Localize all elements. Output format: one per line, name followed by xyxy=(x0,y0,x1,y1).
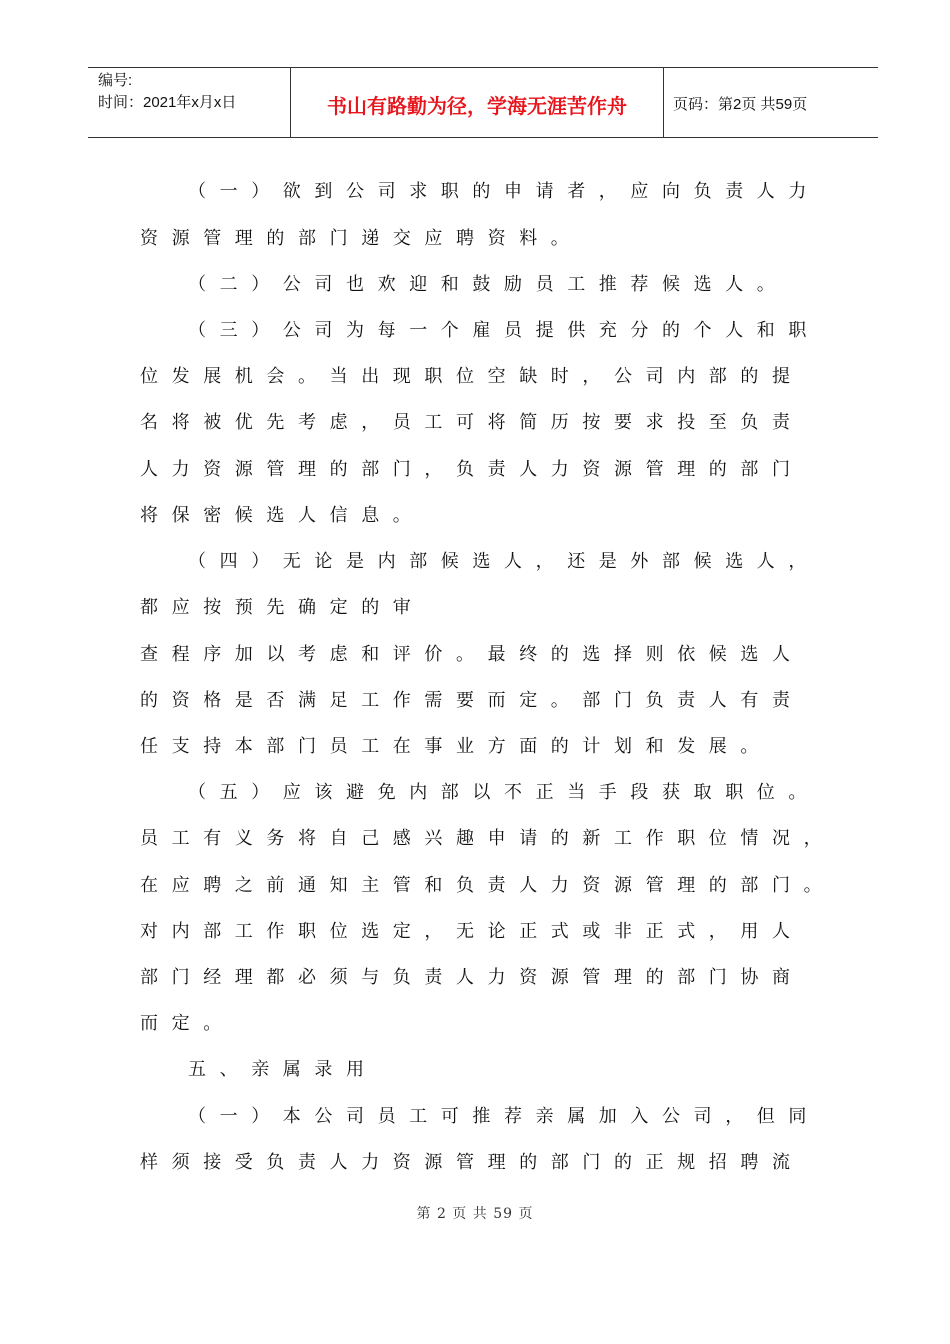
header-divider xyxy=(663,68,664,137)
body-line: 员工有义务将自己感兴趣申请的新工作职位情况， xyxy=(140,828,836,849)
body-line: 位发展机会。当出现职位空缺时，公司内部的提 xyxy=(140,366,804,387)
body-line: 人力资源管理的部门，负责人力资源管理的部门 xyxy=(140,459,804,480)
body-line: 在应聘之前通知主管和负责人力资源管理的部门。 xyxy=(140,875,836,896)
header-motto: 书山有路勤为径，学海无涯苦作舟 xyxy=(327,94,627,118)
page-header xyxy=(88,67,878,138)
body-line: 样须接受负责人力资源管理的部门的正规招聘流 xyxy=(140,1152,804,1173)
body-line: 的资格是否满足工作需要而定。部门负责人有责 xyxy=(140,690,804,711)
body-line: 对内部工作职位选定，无论正式或非正式，用人 xyxy=(140,921,804,942)
body-line: （四）无论是内部候选人，还是外部候选人， xyxy=(188,551,820,572)
body-line: （三）公司为每一个雇员提供充分的个人和职 xyxy=(188,320,820,341)
header-meta xyxy=(98,70,236,114)
body-line: 部门经理都必须与负责人力资源管理的部门协商 xyxy=(140,967,804,988)
body-line: （五）应该避免内部以不正当手段获取职位。 xyxy=(188,782,820,803)
body-line: 都应按预先确定的审 xyxy=(140,597,425,618)
body-line: 而定。 xyxy=(140,1013,235,1034)
header-page-info: 页码：第2页 共59页 xyxy=(673,96,808,113)
page-footer: 第 2 页 共 59 页 xyxy=(416,1206,534,1222)
body-line: 资源管理的部门递交应聘资料。 xyxy=(140,228,583,249)
body-line: 将保密候选人信息。 xyxy=(140,505,425,526)
serial-number-label: 编号: xyxy=(98,72,133,89)
body-line: 任支持本部门员工在事业方面的计划和发展。 xyxy=(140,736,772,757)
body-line: （一）欲到公司求职的申请者，应向负责人力 xyxy=(188,181,820,202)
body-line: 名将被优先考虑，员工可将简历按要求投至负责 xyxy=(140,412,804,433)
date-label: 时间：2021年x月x日 xyxy=(98,94,237,111)
body-line: 查程序加以考虑和评价。最终的选择则依候选人 xyxy=(140,644,804,665)
body-line: （一）本公司员工可推荐亲属加入公司，但同 xyxy=(188,1106,820,1127)
section-heading: 五、亲属录用 xyxy=(188,1059,378,1080)
body-line: （二）公司也欢迎和鼓励员工推荐候选人。 xyxy=(188,274,789,295)
